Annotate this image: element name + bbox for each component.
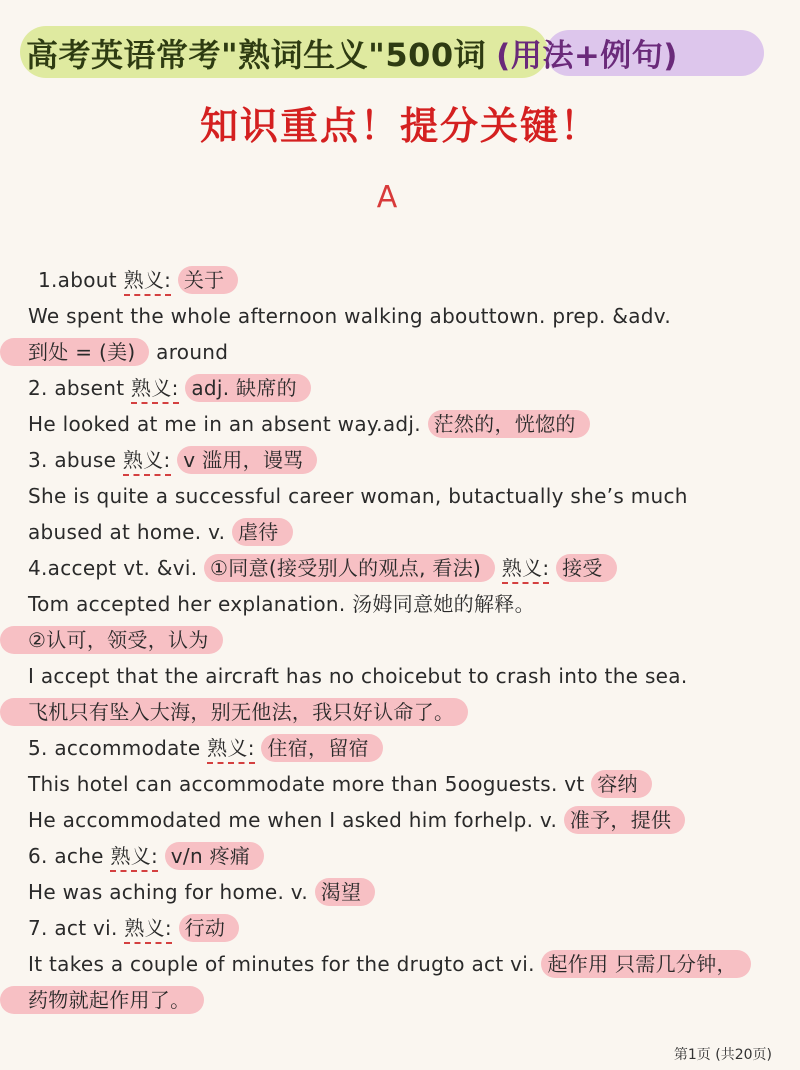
familiar-meaning-tag: 熟义: bbox=[502, 556, 550, 584]
new-meaning: ①同意(接受别人的观点, 看法) bbox=[204, 554, 495, 582]
new-meaning: 准予，提供 bbox=[564, 806, 686, 834]
example-text: abused at home. v. bbox=[28, 520, 226, 544]
section-letter: A bbox=[376, 180, 398, 215]
new-meaning: 虐待 bbox=[232, 518, 293, 546]
example-text: He accommodated me when I asked him forhelp. v. bbox=[28, 808, 558, 832]
translation-line bbox=[28, 982, 788, 1018]
example-sentence bbox=[28, 514, 788, 550]
new-meaning: 容纳 bbox=[591, 770, 652, 798]
title-main: 高考英语常考"熟词生义"500词 bbox=[26, 36, 487, 74]
example-text: Tom accepted her explanation. bbox=[28, 592, 346, 616]
new-meaning: ②认可，领受，认为 bbox=[0, 626, 223, 654]
familiar-meaning-tag: 熟义: bbox=[123, 448, 171, 476]
example-sentence bbox=[28, 406, 788, 442]
example-sentence bbox=[28, 946, 788, 982]
sense-line bbox=[28, 622, 788, 658]
familiar-meaning: v 滥用，谩骂 bbox=[177, 446, 317, 474]
translation: 药物就起作用了。 bbox=[0, 986, 204, 1014]
new-meaning: 到处 = (美) bbox=[0, 338, 149, 366]
translation: 飞机只有坠入大海，别无他法，我只好认命了。 bbox=[0, 698, 468, 726]
translation: 汤姆同意她的解释。 bbox=[352, 592, 535, 616]
example-text: This hotel can accommodate more than 5ooguests. vt bbox=[28, 772, 585, 796]
entry-word: 6. ache bbox=[28, 844, 104, 868]
example-sentence: She is quite a successful career woman, butactually she’s much bbox=[28, 484, 688, 508]
example-sentence: We spent the whole afternoon walking abouttown. prep. &adv. bbox=[28, 304, 672, 328]
example-sentence bbox=[28, 802, 788, 838]
entry-word: 7. act vi. bbox=[28, 916, 118, 940]
entry-heading bbox=[28, 838, 788, 874]
entry-heading bbox=[28, 262, 788, 298]
example-text: He was aching for home. v. bbox=[28, 880, 309, 904]
familiar-meaning-tag: 熟义: bbox=[110, 844, 158, 872]
familiar-meaning-tag: 熟义: bbox=[207, 736, 255, 764]
title-bar bbox=[0, 22, 800, 86]
entry-word: 3. abuse bbox=[28, 448, 117, 472]
word-list bbox=[28, 262, 788, 1018]
example-sentence bbox=[28, 874, 788, 910]
example-sentence: I accept that the aircraft has no choicebut to crash into the sea. bbox=[28, 664, 688, 688]
familiar-meaning: 关于 bbox=[178, 266, 239, 294]
entry-word: 5. accommodate bbox=[28, 736, 201, 760]
new-meaning: 茫然的，恍惚的 bbox=[428, 410, 590, 438]
subtitle: 知识重点！提分关键！ bbox=[199, 104, 600, 148]
familiar-meaning: adj. 缺席的 bbox=[185, 374, 311, 402]
familiar-meaning-tag: 熟义: bbox=[124, 916, 172, 944]
entry-heading bbox=[28, 910, 788, 946]
example-sentence bbox=[28, 766, 788, 802]
title-paren: (用法+例句) bbox=[496, 38, 678, 74]
translation-line bbox=[28, 694, 788, 730]
entry-heading bbox=[28, 442, 788, 478]
familiar-meaning: 住宿，留宿 bbox=[261, 734, 383, 762]
example-text: It takes a couple of minutes for the drugto act vi. bbox=[28, 952, 535, 976]
page-title bbox=[26, 30, 678, 76]
familiar-meaning-tag: 熟义: bbox=[131, 376, 179, 404]
entry-heading bbox=[28, 730, 788, 766]
entry-word: 1.about bbox=[38, 268, 117, 292]
familiar-meaning: 行动 bbox=[179, 914, 240, 942]
example-text: He looked at me in an absent way.adj. bbox=[28, 412, 421, 436]
example-text: around bbox=[156, 340, 229, 364]
familiar-meaning: 接受 bbox=[556, 554, 617, 582]
familiar-meaning-tag: 熟义: bbox=[124, 268, 172, 296]
example-sentence bbox=[28, 586, 788, 622]
familiar-meaning: v/n 疼痛 bbox=[165, 842, 264, 870]
entry-word: 4.accept vt. &vi. bbox=[28, 556, 198, 580]
entry-heading bbox=[28, 370, 788, 406]
page-number: 第1页 (共20页) bbox=[673, 1047, 772, 1063]
new-meaning: 起作用 只需几分钟， bbox=[541, 950, 750, 978]
entry-heading bbox=[28, 550, 788, 586]
new-meaning: 渴望 bbox=[315, 878, 376, 906]
entry-word: 2. absent bbox=[28, 376, 125, 400]
example-sentence bbox=[28, 334, 788, 370]
